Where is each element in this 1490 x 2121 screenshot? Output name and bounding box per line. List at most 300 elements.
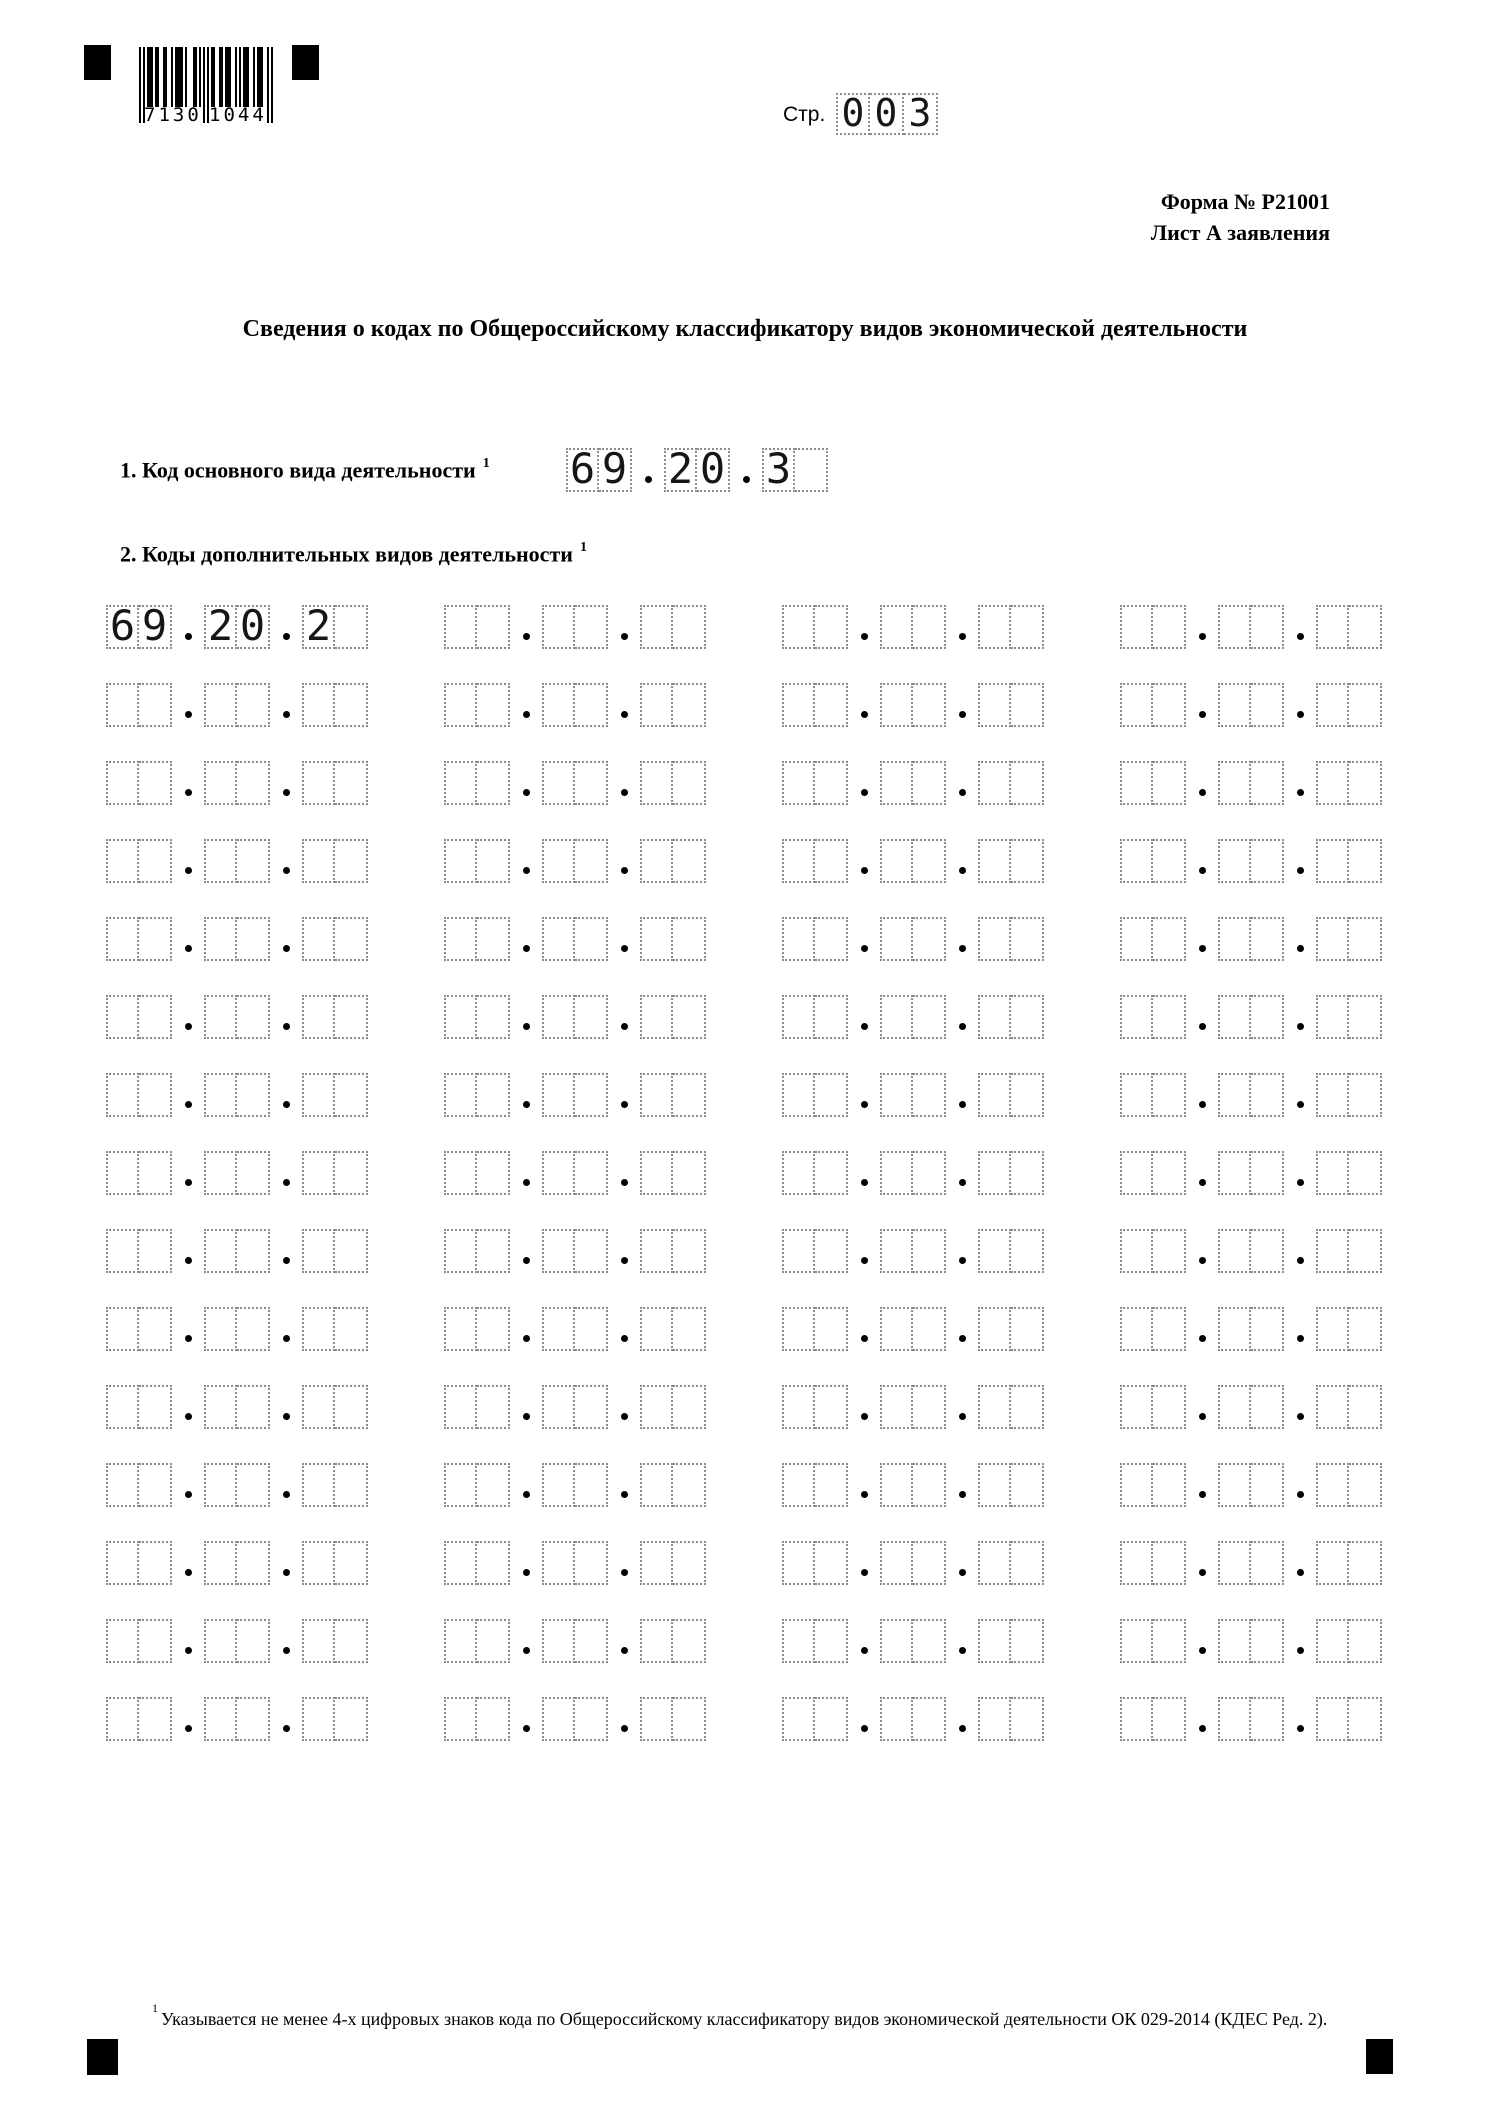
code-box	[640, 917, 706, 961]
dot-separator	[510, 761, 542, 805]
code-cell	[795, 448, 828, 492]
code-cell	[1349, 995, 1382, 1039]
dot-separator	[848, 839, 880, 883]
code-cell	[1011, 1385, 1044, 1429]
code-box	[1316, 1697, 1382, 1741]
okved-code-field	[106, 601, 368, 650]
code-cell	[1251, 917, 1284, 961]
dot-separator	[270, 1619, 302, 1663]
code-cell	[444, 1385, 477, 1429]
okved-code-field	[106, 917, 368, 961]
code-box	[542, 1697, 608, 1741]
code-cell	[673, 1073, 706, 1117]
code-cell	[1218, 995, 1251, 1039]
code-cell	[335, 1229, 368, 1273]
code-cell	[302, 1151, 335, 1195]
code-cell	[978, 1151, 1011, 1195]
dot-separator	[270, 1697, 302, 1741]
code-cell	[1218, 683, 1251, 727]
code-cell	[815, 683, 848, 727]
code-cell	[335, 1151, 368, 1195]
code-box	[1218, 1697, 1284, 1741]
code-cell	[1011, 995, 1044, 1039]
okved-code-field	[106, 1463, 368, 1507]
code-box	[1316, 1541, 1382, 1585]
okved-code-field	[782, 1541, 1044, 1585]
dot-separator	[1186, 683, 1218, 727]
dot-separator	[1186, 1307, 1218, 1351]
code-cell	[444, 1541, 477, 1585]
code-box	[542, 1229, 608, 1273]
okved-code-field	[444, 1151, 706, 1195]
code-box	[782, 1697, 848, 1741]
dot-separator	[1284, 995, 1316, 1039]
code-box	[1218, 839, 1284, 883]
code-cell	[1011, 1463, 1044, 1507]
okved-code-field	[444, 1697, 706, 1741]
code-cell	[542, 1385, 575, 1429]
dot-separator	[1186, 1151, 1218, 1195]
code-box	[204, 683, 270, 727]
code-cell	[913, 683, 946, 727]
code-cell	[1218, 1463, 1251, 1507]
code-cell	[335, 1541, 368, 1585]
code-cell	[444, 917, 477, 961]
dot-separator	[848, 1541, 880, 1585]
code-cell	[673, 605, 706, 649]
code-cell	[335, 683, 368, 727]
code-cell	[575, 1541, 608, 1585]
code-cell	[782, 1697, 815, 1741]
dot-separator	[510, 1307, 542, 1351]
code-box	[1218, 1385, 1284, 1429]
code-cell	[1316, 761, 1349, 805]
code-box	[204, 839, 270, 883]
code-cell	[237, 917, 270, 961]
dot-separator	[510, 995, 542, 1039]
code-cell	[673, 995, 706, 1039]
code-cell	[1153, 1463, 1186, 1507]
code-cell	[335, 1463, 368, 1507]
dot-separator	[510, 839, 542, 883]
code-box	[542, 995, 608, 1039]
registration-mark-bottom-right	[1366, 2039, 1393, 2074]
form-designation	[1151, 186, 1330, 248]
okved-code-field	[444, 1073, 706, 1117]
code-cell	[673, 761, 706, 805]
code-cell	[204, 1541, 237, 1585]
dot-separator	[1284, 1229, 1316, 1273]
code-cell	[477, 917, 510, 961]
code-cell	[575, 917, 608, 961]
code-box	[1218, 761, 1284, 805]
code-box	[204, 1697, 270, 1741]
code-cell	[542, 1697, 575, 1741]
code-cell	[1153, 1229, 1186, 1273]
main-code-label-text: 1. Код основного вида деятельности	[120, 457, 476, 483]
dot-separator	[848, 683, 880, 727]
code-box	[1120, 1619, 1186, 1663]
code-cell	[106, 839, 139, 883]
code-cell	[335, 1307, 368, 1351]
okved-code-field	[106, 839, 368, 883]
dot-separator	[172, 1697, 204, 1741]
code-cell: 2	[204, 605, 237, 649]
code-row	[106, 1229, 1387, 1273]
code-cell	[1349, 1151, 1382, 1195]
code-cell	[1316, 1619, 1349, 1663]
code-cell	[880, 1619, 913, 1663]
code-cell	[640, 1307, 673, 1351]
page-title: Сведения о кодах по Общероссийскому классификатору видов экономической деятельности	[242, 316, 1248, 342]
okved-code-field	[106, 995, 368, 1039]
code-cell	[782, 1151, 815, 1195]
code-box	[978, 761, 1044, 805]
code-box	[880, 1463, 946, 1507]
code-box	[302, 1385, 368, 1429]
code-cell	[880, 839, 913, 883]
code-box	[106, 683, 172, 727]
code-cell	[1349, 1385, 1382, 1429]
code-cell	[673, 1307, 706, 1351]
code-box	[640, 761, 706, 805]
code-cell	[335, 1385, 368, 1429]
code-cell	[1218, 1073, 1251, 1117]
code-box	[640, 605, 706, 649]
code-box	[1218, 1307, 1284, 1351]
dot-separator	[510, 1151, 542, 1195]
dot-separator	[848, 1463, 880, 1507]
footnote-ref: 1	[152, 2001, 158, 2015]
dot-separator	[608, 995, 640, 1039]
code-box	[640, 683, 706, 727]
code-cell	[477, 683, 510, 727]
code-cell	[1349, 683, 1382, 727]
dot-separator	[608, 1697, 640, 1741]
code-cell	[302, 1229, 335, 1273]
code-box	[640, 1151, 706, 1195]
code-row	[106, 995, 1387, 1039]
code-cell	[640, 1073, 673, 1117]
code-cell	[1153, 839, 1186, 883]
code-row	[106, 1385, 1387, 1429]
code-cell	[204, 1307, 237, 1351]
code-cell	[978, 1073, 1011, 1117]
dot-separator	[1284, 1151, 1316, 1195]
code-cell	[477, 1229, 510, 1273]
code-cell	[444, 1307, 477, 1351]
code-box	[782, 1541, 848, 1585]
dot-separator	[848, 1073, 880, 1117]
code-cell	[542, 1463, 575, 1507]
code-cell	[782, 1073, 815, 1117]
code-box	[106, 1073, 172, 1117]
code-cell	[1218, 1619, 1251, 1663]
dot-separator	[270, 1229, 302, 1273]
code-cell	[302, 1385, 335, 1429]
okved-code-field	[106, 1697, 368, 1741]
code-cell	[1011, 605, 1044, 649]
okved-code-field	[1120, 1385, 1382, 1429]
code-cell	[106, 1463, 139, 1507]
dot-separator	[172, 839, 204, 883]
code-box	[444, 683, 510, 727]
code-box	[444, 1697, 510, 1741]
dot-separator	[510, 1541, 542, 1585]
code-cell	[1120, 917, 1153, 961]
code-cell	[335, 1619, 368, 1663]
code-row	[106, 1073, 1387, 1117]
dot-separator	[172, 605, 204, 649]
code-cell	[815, 1697, 848, 1741]
code-box	[566, 444, 632, 493]
code-cell	[1011, 1073, 1044, 1117]
code-cell	[1349, 1307, 1382, 1351]
dot-separator	[1284, 1385, 1316, 1429]
dot-separator	[510, 1697, 542, 1741]
code-cell	[1153, 605, 1186, 649]
dot-separator	[946, 605, 978, 649]
code-box	[302, 683, 368, 727]
code-box	[542, 761, 608, 805]
code-cell	[880, 1151, 913, 1195]
code-row	[106, 1307, 1387, 1351]
code-cell	[1120, 605, 1153, 649]
okved-code-field	[444, 1619, 706, 1663]
code-cell	[302, 1307, 335, 1351]
code-cell	[782, 1541, 815, 1585]
code-cell	[673, 1463, 706, 1507]
code-box	[880, 1151, 946, 1195]
code-cell	[139, 761, 172, 805]
form-barcode	[139, 47, 275, 131]
code-box	[1120, 1463, 1186, 1507]
code-box	[782, 1073, 848, 1117]
code-box	[302, 1073, 368, 1117]
code-cell	[106, 683, 139, 727]
code-box	[204, 917, 270, 961]
code-cell	[913, 839, 946, 883]
code-cell	[782, 1307, 815, 1351]
code-cell	[575, 761, 608, 805]
code-box	[640, 1697, 706, 1741]
code-cell	[302, 995, 335, 1039]
code-cell	[204, 995, 237, 1039]
dot-separator	[608, 1463, 640, 1507]
code-cell	[1349, 917, 1382, 961]
code-box	[444, 839, 510, 883]
code-cell	[1153, 683, 1186, 727]
code-box	[1218, 1073, 1284, 1117]
code-cell	[1316, 1151, 1349, 1195]
footnote-reference-mark: 1	[482, 456, 490, 471]
code-cell	[575, 995, 608, 1039]
code-cell	[1251, 1541, 1284, 1585]
code-cell	[1349, 761, 1382, 805]
code-cell	[1153, 1619, 1186, 1663]
dot-separator	[946, 1307, 978, 1351]
dot-separator	[1284, 1463, 1316, 1507]
code-cell	[542, 761, 575, 805]
code-cell	[978, 1385, 1011, 1429]
code-cell	[978, 683, 1011, 727]
code-cell: 0	[870, 93, 904, 135]
code-cell	[1316, 995, 1349, 1039]
code-box	[106, 761, 172, 805]
code-cell	[542, 1151, 575, 1195]
code-cell	[302, 1619, 335, 1663]
code-cell	[1120, 1385, 1153, 1429]
code-cell	[106, 995, 139, 1039]
code-cell	[106, 761, 139, 805]
code-cell	[106, 1541, 139, 1585]
code-box	[106, 1151, 172, 1195]
code-cell	[575, 1073, 608, 1117]
form-sheet-line: Лист А заявления	[1150, 220, 1330, 245]
code-cell	[139, 917, 172, 961]
code-cell	[204, 1463, 237, 1507]
code-cell: 3	[904, 93, 938, 135]
code-box	[444, 995, 510, 1039]
code-cell	[673, 1619, 706, 1663]
code-cell	[978, 761, 1011, 805]
code-box	[1316, 839, 1382, 883]
code-cell	[1316, 917, 1349, 961]
code-cell	[673, 683, 706, 727]
code-cell	[1120, 1697, 1153, 1741]
code-cell	[204, 683, 237, 727]
code-box	[978, 1463, 1044, 1507]
code-cell	[1316, 1073, 1349, 1117]
dot-separator	[172, 1229, 204, 1273]
code-cell	[640, 1151, 673, 1195]
code-cell	[237, 683, 270, 727]
code-cell	[640, 917, 673, 961]
code-cell	[477, 1151, 510, 1195]
code-cell: 9	[599, 448, 632, 492]
code-box	[1316, 1619, 1382, 1663]
code-cell	[1120, 1541, 1153, 1585]
code-box	[1120, 839, 1186, 883]
code-cell	[542, 995, 575, 1039]
code-cell	[575, 605, 608, 649]
code-box	[1218, 1463, 1284, 1507]
code-cell	[1120, 1307, 1153, 1351]
code-cell	[782, 1385, 815, 1429]
code-box	[444, 605, 510, 649]
code-cell	[575, 839, 608, 883]
code-box	[106, 917, 172, 961]
code-cell	[139, 1697, 172, 1741]
code-cell	[815, 761, 848, 805]
code-cell	[237, 761, 270, 805]
code-cell	[913, 1307, 946, 1351]
page-number-field	[836, 93, 938, 135]
code-cell	[782, 1229, 815, 1273]
code-cell	[673, 917, 706, 961]
code-cell	[1153, 1151, 1186, 1195]
code-box	[1316, 1385, 1382, 1429]
code-row	[106, 601, 1387, 650]
code-cell	[913, 917, 946, 961]
okved-code-field	[1120, 917, 1382, 961]
code-box	[640, 1229, 706, 1273]
code-cell	[1218, 761, 1251, 805]
code-cell	[815, 1463, 848, 1507]
code-cell	[815, 605, 848, 649]
code-cell	[139, 1463, 172, 1507]
dot-separator	[608, 1541, 640, 1585]
code-box	[640, 1541, 706, 1585]
okved-code-field	[444, 1307, 706, 1351]
code-cell	[335, 917, 368, 961]
code-cell	[1011, 1307, 1044, 1351]
form-number-line: Форма № Р21001	[1160, 189, 1330, 214]
code-cell	[1011, 1619, 1044, 1663]
okved-code-field	[444, 1463, 706, 1507]
okved-code-field	[106, 1385, 368, 1429]
code-box	[106, 1463, 172, 1507]
code-box	[978, 1229, 1044, 1273]
dot-separator	[510, 1463, 542, 1507]
okved-code-field	[444, 683, 706, 727]
code-box	[542, 839, 608, 883]
code-box	[1218, 995, 1284, 1039]
code-cell	[444, 1697, 477, 1741]
code-box	[204, 601, 270, 650]
code-row	[106, 1619, 1387, 1663]
code-cell: 0	[836, 93, 870, 135]
code-cell	[1218, 1541, 1251, 1585]
code-box	[106, 1619, 172, 1663]
code-cell	[673, 1697, 706, 1741]
registration-mark-top-second	[292, 45, 319, 80]
code-cell	[1251, 1619, 1284, 1663]
code-cell	[815, 1541, 848, 1585]
code-cell	[782, 761, 815, 805]
code-box	[106, 601, 172, 650]
code-box	[1218, 605, 1284, 649]
code-box	[880, 1619, 946, 1663]
dot-separator	[510, 605, 542, 649]
code-cell	[1251, 761, 1284, 805]
code-cell	[139, 1541, 172, 1585]
code-box	[978, 1151, 1044, 1195]
code-cell	[477, 1307, 510, 1351]
code-box	[782, 1307, 848, 1351]
code-box	[978, 1697, 1044, 1741]
code-box	[978, 839, 1044, 883]
dot-separator	[172, 917, 204, 961]
code-row	[106, 1697, 1387, 1741]
dot-separator	[1284, 605, 1316, 649]
code-box	[542, 1151, 608, 1195]
code-box	[444, 1229, 510, 1273]
code-box	[542, 1463, 608, 1507]
dot-separator	[848, 1229, 880, 1273]
code-row	[106, 1463, 1387, 1507]
okved-code-field	[1120, 1697, 1382, 1741]
code-cell	[815, 1073, 848, 1117]
code-box	[782, 1619, 848, 1663]
dot-separator	[1186, 917, 1218, 961]
dot-separator	[848, 761, 880, 805]
code-cell	[444, 1463, 477, 1507]
code-cell	[1120, 1463, 1153, 1507]
dot-separator	[848, 1151, 880, 1195]
code-cell	[477, 1463, 510, 1507]
code-cell	[139, 683, 172, 727]
